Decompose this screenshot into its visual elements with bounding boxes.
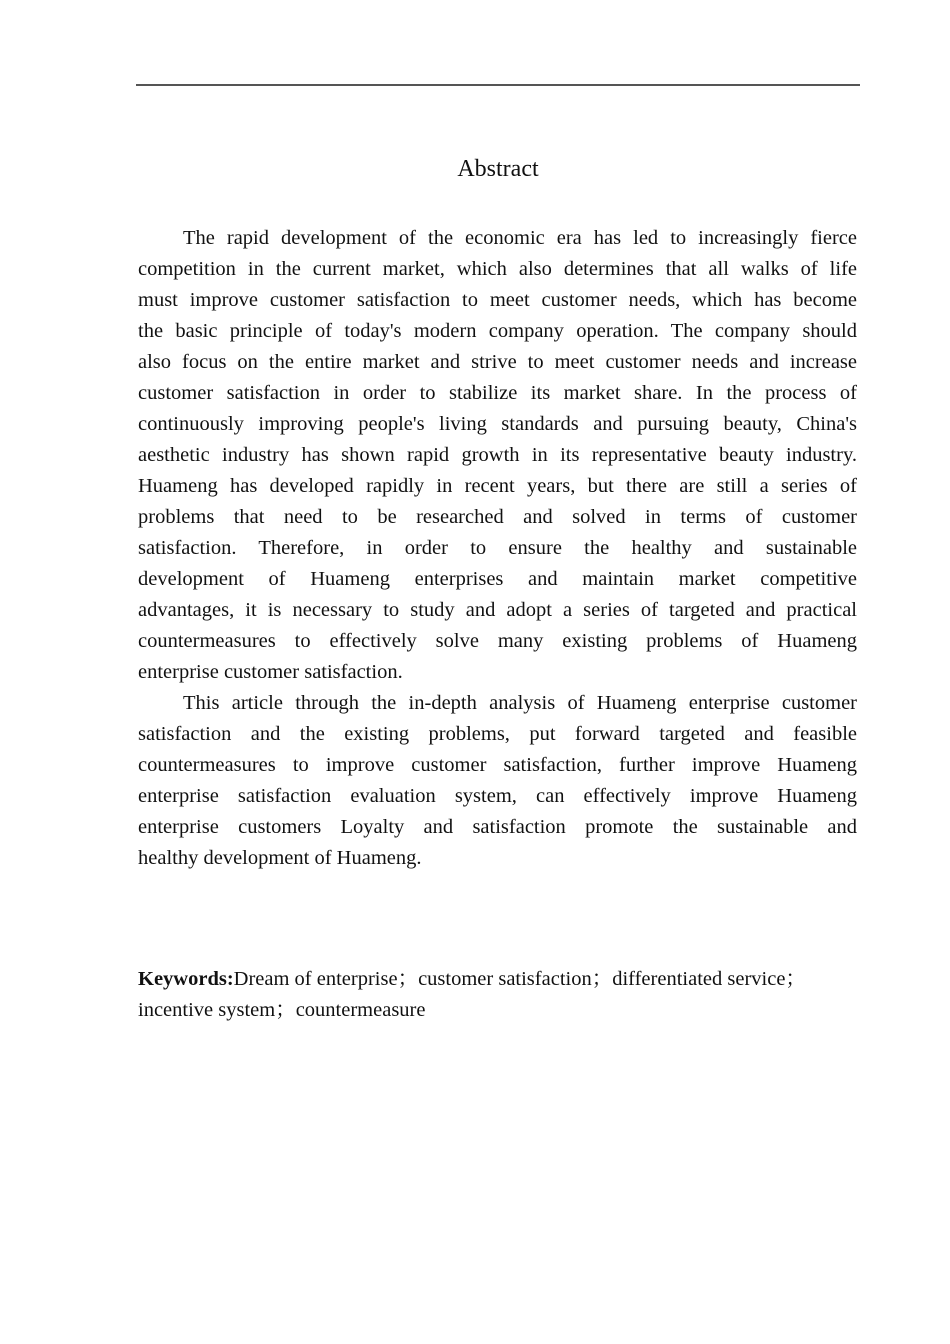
text-line: Huameng has developed rapidly in recent years, but there are still a series of (138, 475, 857, 497)
header-rule (136, 84, 860, 86)
text-line: enterprise satisfaction evaluation system, can effectively improve Huameng (138, 785, 857, 807)
abstract-body (138, 223, 857, 874)
text-line: customer satisfaction in order to stabilize its market share. In the process of (138, 382, 857, 404)
text-line: development of Huameng enterprises and maintain market competitive (138, 568, 857, 590)
keywords-label: Keywords: (138, 968, 234, 990)
text-line: the basic principle of today's modern company operation. The company should (138, 320, 857, 342)
text-line: enterprise customers Loyalty and satisfaction promote the sustainable and (138, 816, 857, 838)
text-line: continuously improving people's living standards and pursuing beauty, China's (138, 413, 857, 435)
text-line: competition in the current market, which also determines that all walks of life (138, 258, 857, 280)
text-line: satisfaction and the existing problems, put forward targeted and feasible (138, 723, 857, 745)
text-line: satisfaction. Therefore, in order to ensure the healthy and sustainable (138, 537, 857, 559)
keywords-line-1 (138, 964, 857, 995)
text-line: The rapid development of the economic era has led to increasingly fierce (183, 227, 857, 249)
text-line: This article through the in-depth analysis of Huameng enterprise customer (183, 692, 857, 714)
text-line: countermeasures to improve customer satisfaction, further improve Huameng (138, 754, 857, 776)
text-line: advantages, it is necessary to study and adopt a series of targeted and practical (138, 599, 857, 621)
keywords-block (138, 964, 857, 1026)
text-line: enterprise customer satisfaction. (138, 661, 403, 683)
text-line: aesthetic industry has shown rapid growth in its representative beauty industry. (138, 444, 857, 466)
text-line: also focus on the entire market and strive to meet customer needs and increase (138, 351, 857, 373)
page-title: Abstract (457, 156, 539, 182)
paragraph-2 (138, 688, 857, 874)
keywords-text: Dream of enterprise；customer satisfaction；differentiated service； (233, 968, 806, 990)
keywords-line-2: incentive system；countermeasure (138, 999, 426, 1021)
text-line: problems that need to be researched and solved in terms of customer (138, 506, 857, 528)
text-line: must improve customer satisfaction to meet customer needs, which has become (138, 289, 857, 311)
paragraph-1 (138, 223, 857, 688)
text-line: countermeasures to effectively solve many existing problems of Huameng (138, 630, 857, 652)
text-line: healthy development of Huameng. (138, 847, 422, 869)
